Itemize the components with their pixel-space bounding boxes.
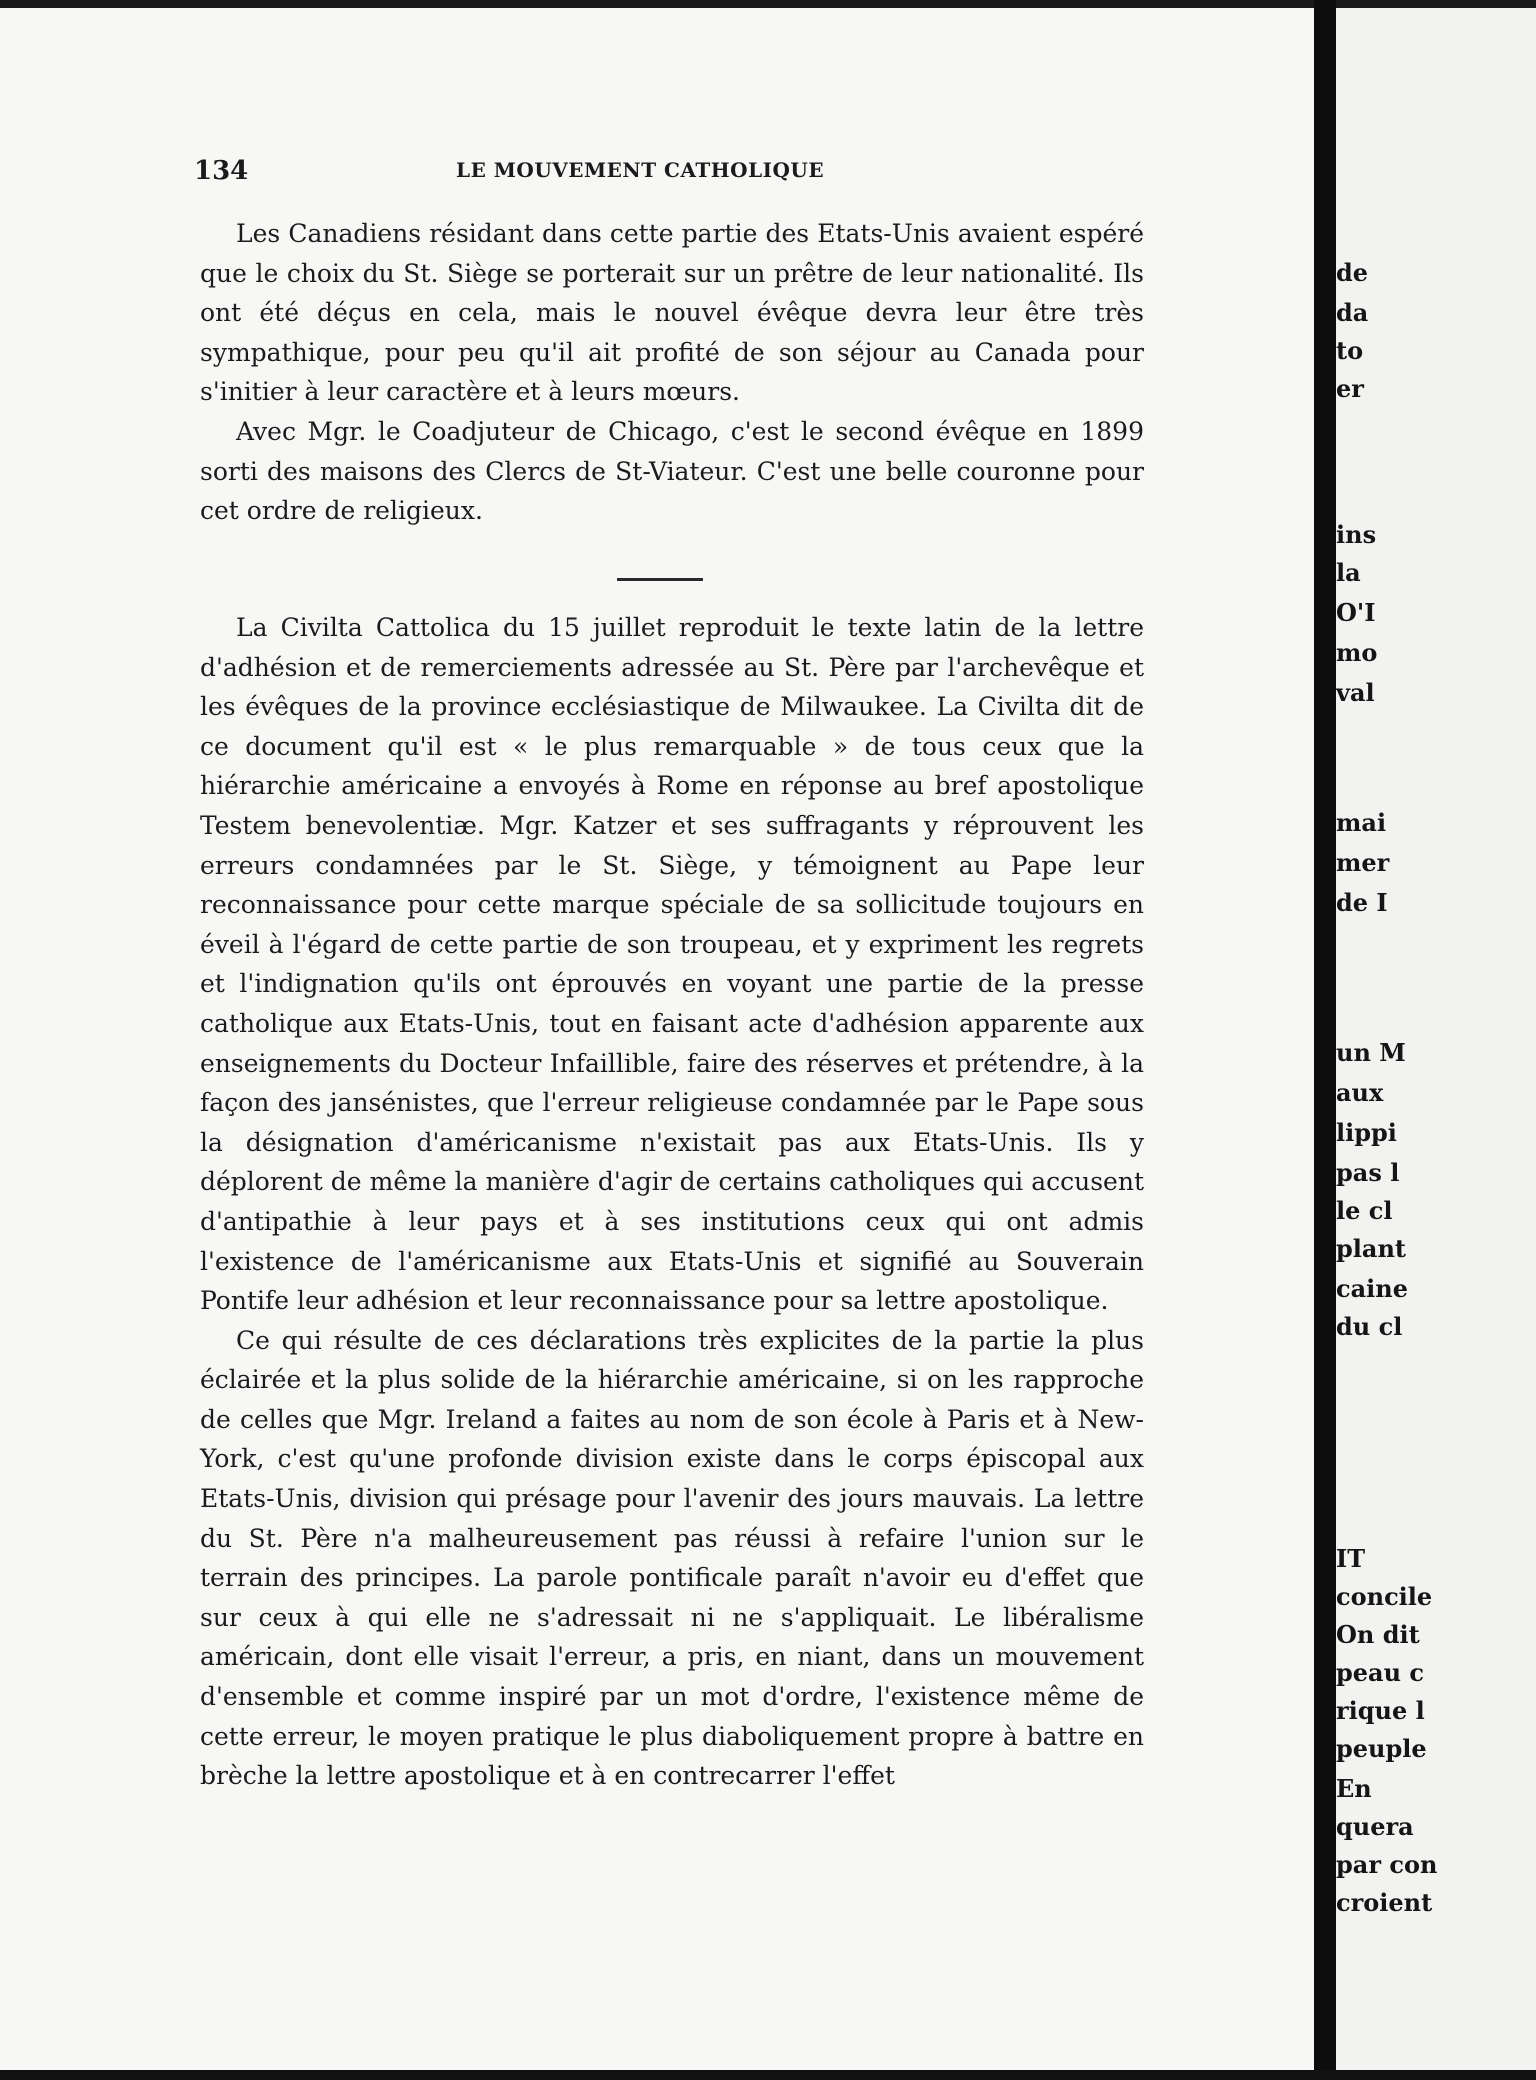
fragment-line: de [1336,258,1369,287]
book-gutter [1314,0,1336,2080]
fragment-line: peuple [1336,1734,1427,1763]
fragment-line: croient [1336,1888,1433,1917]
paragraph-civilta: La Civilta Cattolica du 15 juillet reproduit le texte latin de la lettre d'adhésion et de remerciements adressée au St. Père par l'archevêque et les évêques de la province ecclésiastique de Milwaukee. La Civilta dit de ce document qu'il est « le plus remarquable » de tous ceux que la hiérarchie américaine a envoyés à Rome en réponse au bref apostolique Testem benevolentiæ. Mgr. Katzer et ses suffragants y réprouvent les erreurs condamnées par le St. Siège, y témoignent au Pape leur reconnaissance pour cette marque spéciale de sa sollicitude toujours en éveil à l'égard de cette partie de son troupeau, et y expriment les regrets et l'indignation qu'ils ont éprouvés en voyant une partie de la presse catholique aux Etats-Unis, tout en faisant acte d'adhésion apparente aux enseignements du Docteur Infaillible, faire des réserves et prétendre, à la façon des jansénistes, que l'erreur religieuse condamnée par le Pape sous la désignation d'américanisme n'existait pas aux Etats-Unis. Ils y déplorent de même la manière d'agir de certains catholiques qui accusent d'antipathie à leur pays et à ses institutions ceux qui ont admis l'existence de l'américanisme aux Etats-Unis et signifié au Souverain Pontife leur adhésion et leur reconnaissance pour sa lettre apostolique. [200,613,1144,1316]
fragment-line: mer [1336,848,1390,877]
fragment-line: mo [1336,638,1378,667]
fragment-line: par con [1336,1850,1438,1879]
running-head: LE MOUVEMENT CATHOLIQUE [456,158,825,182]
paragraph-coadjuteur: Avec Mgr. le Coadjuteur de Chicago, c'est le second évêque en 1899 sorti des maisons des Clercs de St-Viateur. C'est une belle couronne pour cet ordre de religieux. [200,416,1144,526]
text-block-first [200,214,1144,531]
section-divider [617,578,703,581]
fragment-line: to [1336,336,1364,365]
fragment-line: caine [1336,1274,1408,1303]
fragment-line: un M [1336,1038,1406,1067]
fragment-line: da [1336,298,1369,327]
fragment-line: mai [1336,808,1387,837]
fragment-line: quera [1336,1812,1414,1841]
fragment-line: de I [1336,888,1388,917]
scan-top-edge [0,0,1536,8]
fragment-line: rique l [1336,1696,1425,1725]
paragraph-canadiens: Les Canadiens résidant dans cette partie des Etats-Unis avaient espéré que le choix du St. Siège se porterait sur un prêtre de leur nationalité. Ils ont été déçus en cela, mais le nouvel évêque devra leur être très sympathique, pour peu qu'il ait profité de son séjour au Canada pour s'initier à leur caractère et à leurs mœurs. [200,219,1144,407]
fragment-line: le cl [1336,1196,1393,1225]
fragment-line: er [1336,374,1364,403]
left-page [0,8,1314,2070]
paragraph-declarations: Ce qui résulte de ces déclarations très explicites de la partie la plus éclairée et la plus solide de la hiérarchie américaine, si on les rapproche de celles que Mgr. Ireland a faites au nom de son école à Paris et à New-York, c'est qu'une profonde division existe dans le corps épiscopal aux Etats-Unis, division qui présage pour l'avenir des jours mauvais. La lettre du St. Père n'a malheureusement pas réussi à refaire l'union sur le terrain des principes. La parole pontificale paraît n'avoir eu d'effet que sur ceux à qui elle ne s'adressait ni ne s'appliquait. Le libéralisme américain, dont elle visait l'erreur, a pris, en niant, dans un mouvement d'ensemble et comme inspiré par un mot d'ordre, l'existence même de cette erreur, le moyen pratique le plus diaboliquement propre à battre en brèche la lettre apostolique et à en contrecarrer l'effet [200,1325,1144,1791]
right-page-partial [1336,8,1536,2070]
fragment-line: peau c [1336,1658,1425,1687]
fragment-line: val [1336,678,1375,707]
fragment-line: la [1336,558,1361,587]
fragment-line: du cl [1336,1312,1403,1341]
fragment-line: plant [1336,1234,1406,1263]
fragment-line: aux [1336,1078,1384,1107]
fragment-line: On dit [1336,1620,1420,1649]
fragment-line: pas l [1336,1158,1400,1187]
fragment-line: ins [1336,520,1377,549]
scan-bottom-edge [0,2070,1536,2080]
fragment-line: concile [1336,1582,1433,1611]
text-block-second [200,608,1144,1796]
fragment-line: En [1336,1774,1372,1803]
fragment-line: lippi [1336,1118,1397,1147]
fragment-line: O'I [1336,598,1376,627]
page-number: 134 [194,156,249,186]
page-header [194,156,1154,192]
fragment-line: IT [1336,1544,1366,1573]
